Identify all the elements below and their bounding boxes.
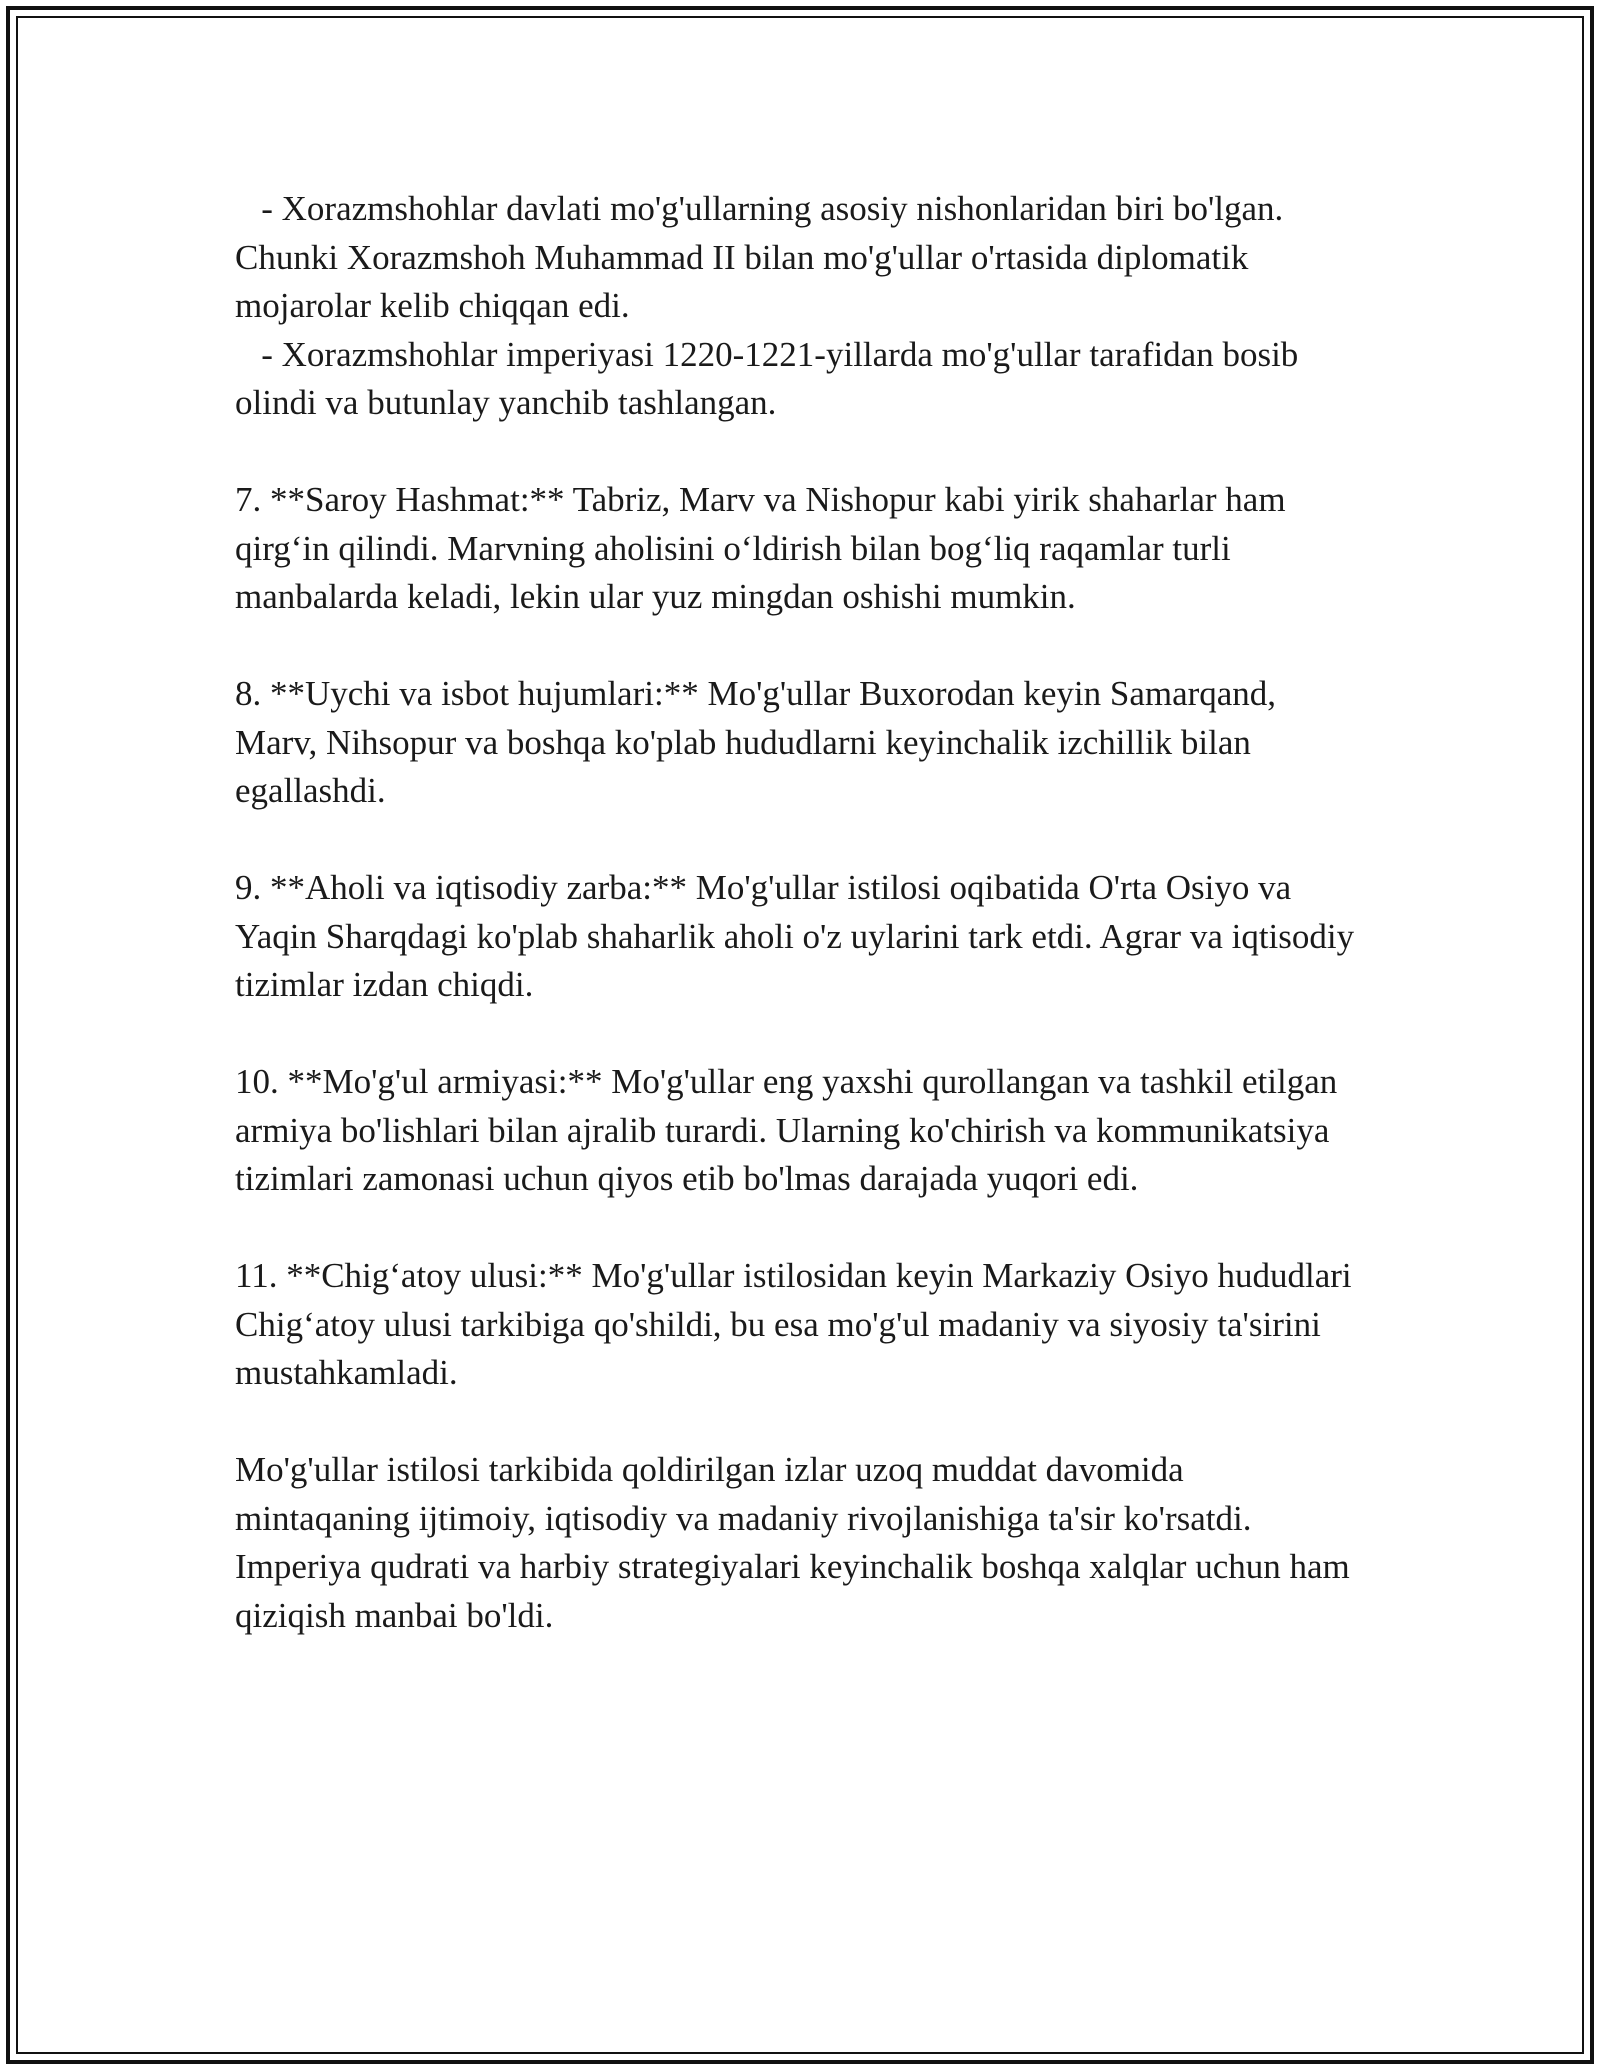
point-8: 8. **Uychi va isbot hujumlari:** Mo'g'ullar Buxorodan keyin Samarqand, Marv, Nihsopur va boshqa ko'plab hududlarni keyinchalik izchillik bilan egallashdi. <box>235 674 1285 810</box>
point-7: 7. **Saroy Hashmat:** Tabriz, Marv va Nishopur kabi yirik shaharlar ham qirg‘in qilindi. Marvning aholisini o‘ldirish bilan bog‘liq raqamlar turli manbalarda keladi, lekin ular yuz mingdan oshishi mumkin. <box>235 480 1295 616</box>
point-9: 9. **Aholi va iqtisodiy zarba:** Mo'g'ullar istilosi oqibatida O'rta Osiyo va Yaqin Sharqdagi ko'plab shaharlik aholi o'z uylarini tark etdi. Agrar va iqtisodiy tizimlar izdan chiqdi. <box>235 868 1363 1004</box>
intro-item: - Xorazmshohlar imperiyasi 1220-1221-yillarda mo'g'ullar tarafidan bosib olindi va butunlay yanchib tashlangan. <box>235 334 1308 422</box>
point-11: 11. **Chig‘atoy ulusi:** Mo'g'ullar istilosidan keyin Markaziy Osiyo hududlari Chig‘atoy ulusi tarkibiga qo'shildi, bu esa mo'g'ul madaniy va siyosiy ta'sirini mustahkamladi. <box>235 1256 1361 1392</box>
intro-list <box>235 185 1365 428</box>
point-10: 10. **Mo'g'ul armiyasi:** Mo'g'ullar eng yaxshi qurollangan va tashkil etilgan armiya bo'lishlari bilan ajralib turardi. Ularning ko'chirish va kommunikatsiya tizimlari zamonasi uchun qiyos etib bo'lmas darajada yuqori edi. <box>235 1062 1347 1198</box>
conclusion-paragraph: Mo'g'ullar istilosi tarkibida qoldirilgan izlar uzoq muddat davomida mintaqaning ijtimoiy, iqtisodiy va madaniy rivojlanishiga ta'sir ko'rsatdi. Imperiya qudrati va harbiy strategiyalari keyinchalik boshqa xalqlar uchun ham qiziqish manbai bo'ldi. <box>235 1450 1359 1635</box>
intro-item: - Xorazmshohlar davlati mo'g'ullarning asosiy nishonlaridan biri bo'lgan. Chunki Xorazmshoh Muhammad II bilan mo'g'ullar o'rtasida diplomatik mojarolar kelib chiqqan edi. <box>235 189 1293 325</box>
document-body <box>235 185 1365 1689</box>
